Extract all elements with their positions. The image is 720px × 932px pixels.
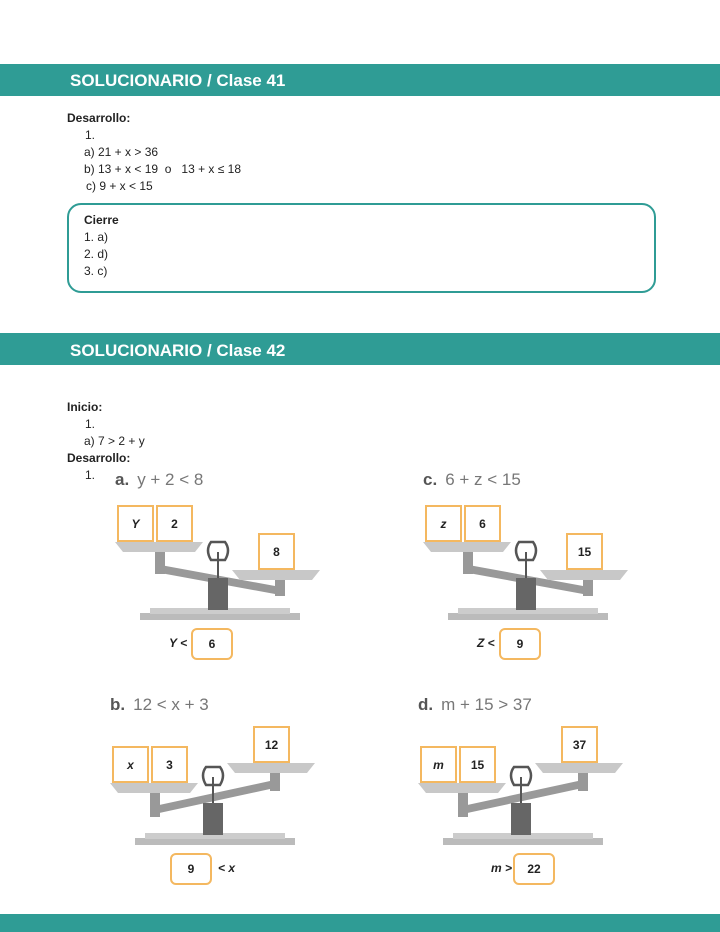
answer-line: b) 13 + x < 19 o 13 + x ≤ 18 bbox=[84, 162, 242, 176]
balance-problem-a bbox=[115, 470, 325, 665]
answer-box: 22 bbox=[513, 853, 555, 885]
answer-box: 6 bbox=[191, 628, 233, 660]
weight-box-right: 37 bbox=[561, 726, 598, 763]
answer-line: a) 7 > 2 + y bbox=[84, 434, 145, 448]
problem-expression: m + 15 > 37 bbox=[441, 695, 532, 714]
cierre-box bbox=[67, 203, 656, 293]
desarrollo-label: Desarrollo: bbox=[67, 111, 131, 125]
weight-box-left: 6 bbox=[464, 505, 501, 542]
weight-box-left: x bbox=[112, 746, 149, 783]
weight-box-left: m bbox=[420, 746, 457, 783]
inequality-prefix: Y < bbox=[169, 636, 188, 650]
weight-box-right: 8 bbox=[258, 533, 295, 570]
inequality-prefix: Z < bbox=[477, 636, 495, 650]
cierre-item: 3. c) bbox=[84, 264, 108, 278]
problem-letter: c. bbox=[423, 470, 438, 489]
answer-line: 1. bbox=[85, 417, 96, 431]
header-band-clase-42 bbox=[0, 333, 720, 365]
balance-problem-b bbox=[110, 695, 320, 890]
inequality-suffix: < x bbox=[218, 861, 236, 875]
section-title: SOLUCIONARIO / Clase 41 bbox=[70, 71, 286, 90]
weight-box-left: z bbox=[425, 505, 462, 542]
answer-line: 1. bbox=[85, 468, 96, 482]
problem-expression: 6 + z < 15 bbox=[445, 470, 521, 489]
balance-problem-c bbox=[423, 470, 633, 665]
problem-letter: a. bbox=[115, 470, 130, 489]
inicio-label: Inicio: bbox=[67, 400, 103, 414]
desarrollo-label: Desarrollo: bbox=[67, 451, 131, 465]
problem-expression: y + 2 < 8 bbox=[137, 470, 204, 489]
header-band-clase-41 bbox=[0, 64, 720, 96]
cierre-label: Cierre bbox=[84, 213, 119, 227]
inequality-prefix: m > bbox=[491, 861, 513, 875]
answer-line: a) 21 + x > 36 bbox=[84, 145, 159, 159]
answer-line: c) 9 + x < 15 bbox=[86, 179, 153, 193]
footer-band bbox=[0, 914, 720, 932]
cierre-item: 2. d) bbox=[84, 247, 109, 261]
problem-expression: 12 < x + 3 bbox=[133, 695, 209, 714]
weight-box-left: 3 bbox=[151, 746, 188, 783]
weight-box-left: Y bbox=[117, 505, 154, 542]
section-title: SOLUCIONARIO / Clase 42 bbox=[70, 341, 286, 360]
weight-box-right: 15 bbox=[566, 533, 603, 570]
answer-box: 9 bbox=[170, 853, 212, 885]
cierre-item: 1. a) bbox=[84, 230, 109, 244]
weight-box-left: 15 bbox=[459, 746, 496, 783]
weight-box-left: 2 bbox=[156, 505, 193, 542]
problem-letter: d. bbox=[418, 695, 434, 714]
answer-line: 1. bbox=[85, 128, 96, 142]
problem-letter: b. bbox=[110, 695, 126, 714]
balance-problem-d bbox=[418, 695, 628, 890]
answer-box: 9 bbox=[499, 628, 541, 660]
weight-box-right: 12 bbox=[253, 726, 290, 763]
